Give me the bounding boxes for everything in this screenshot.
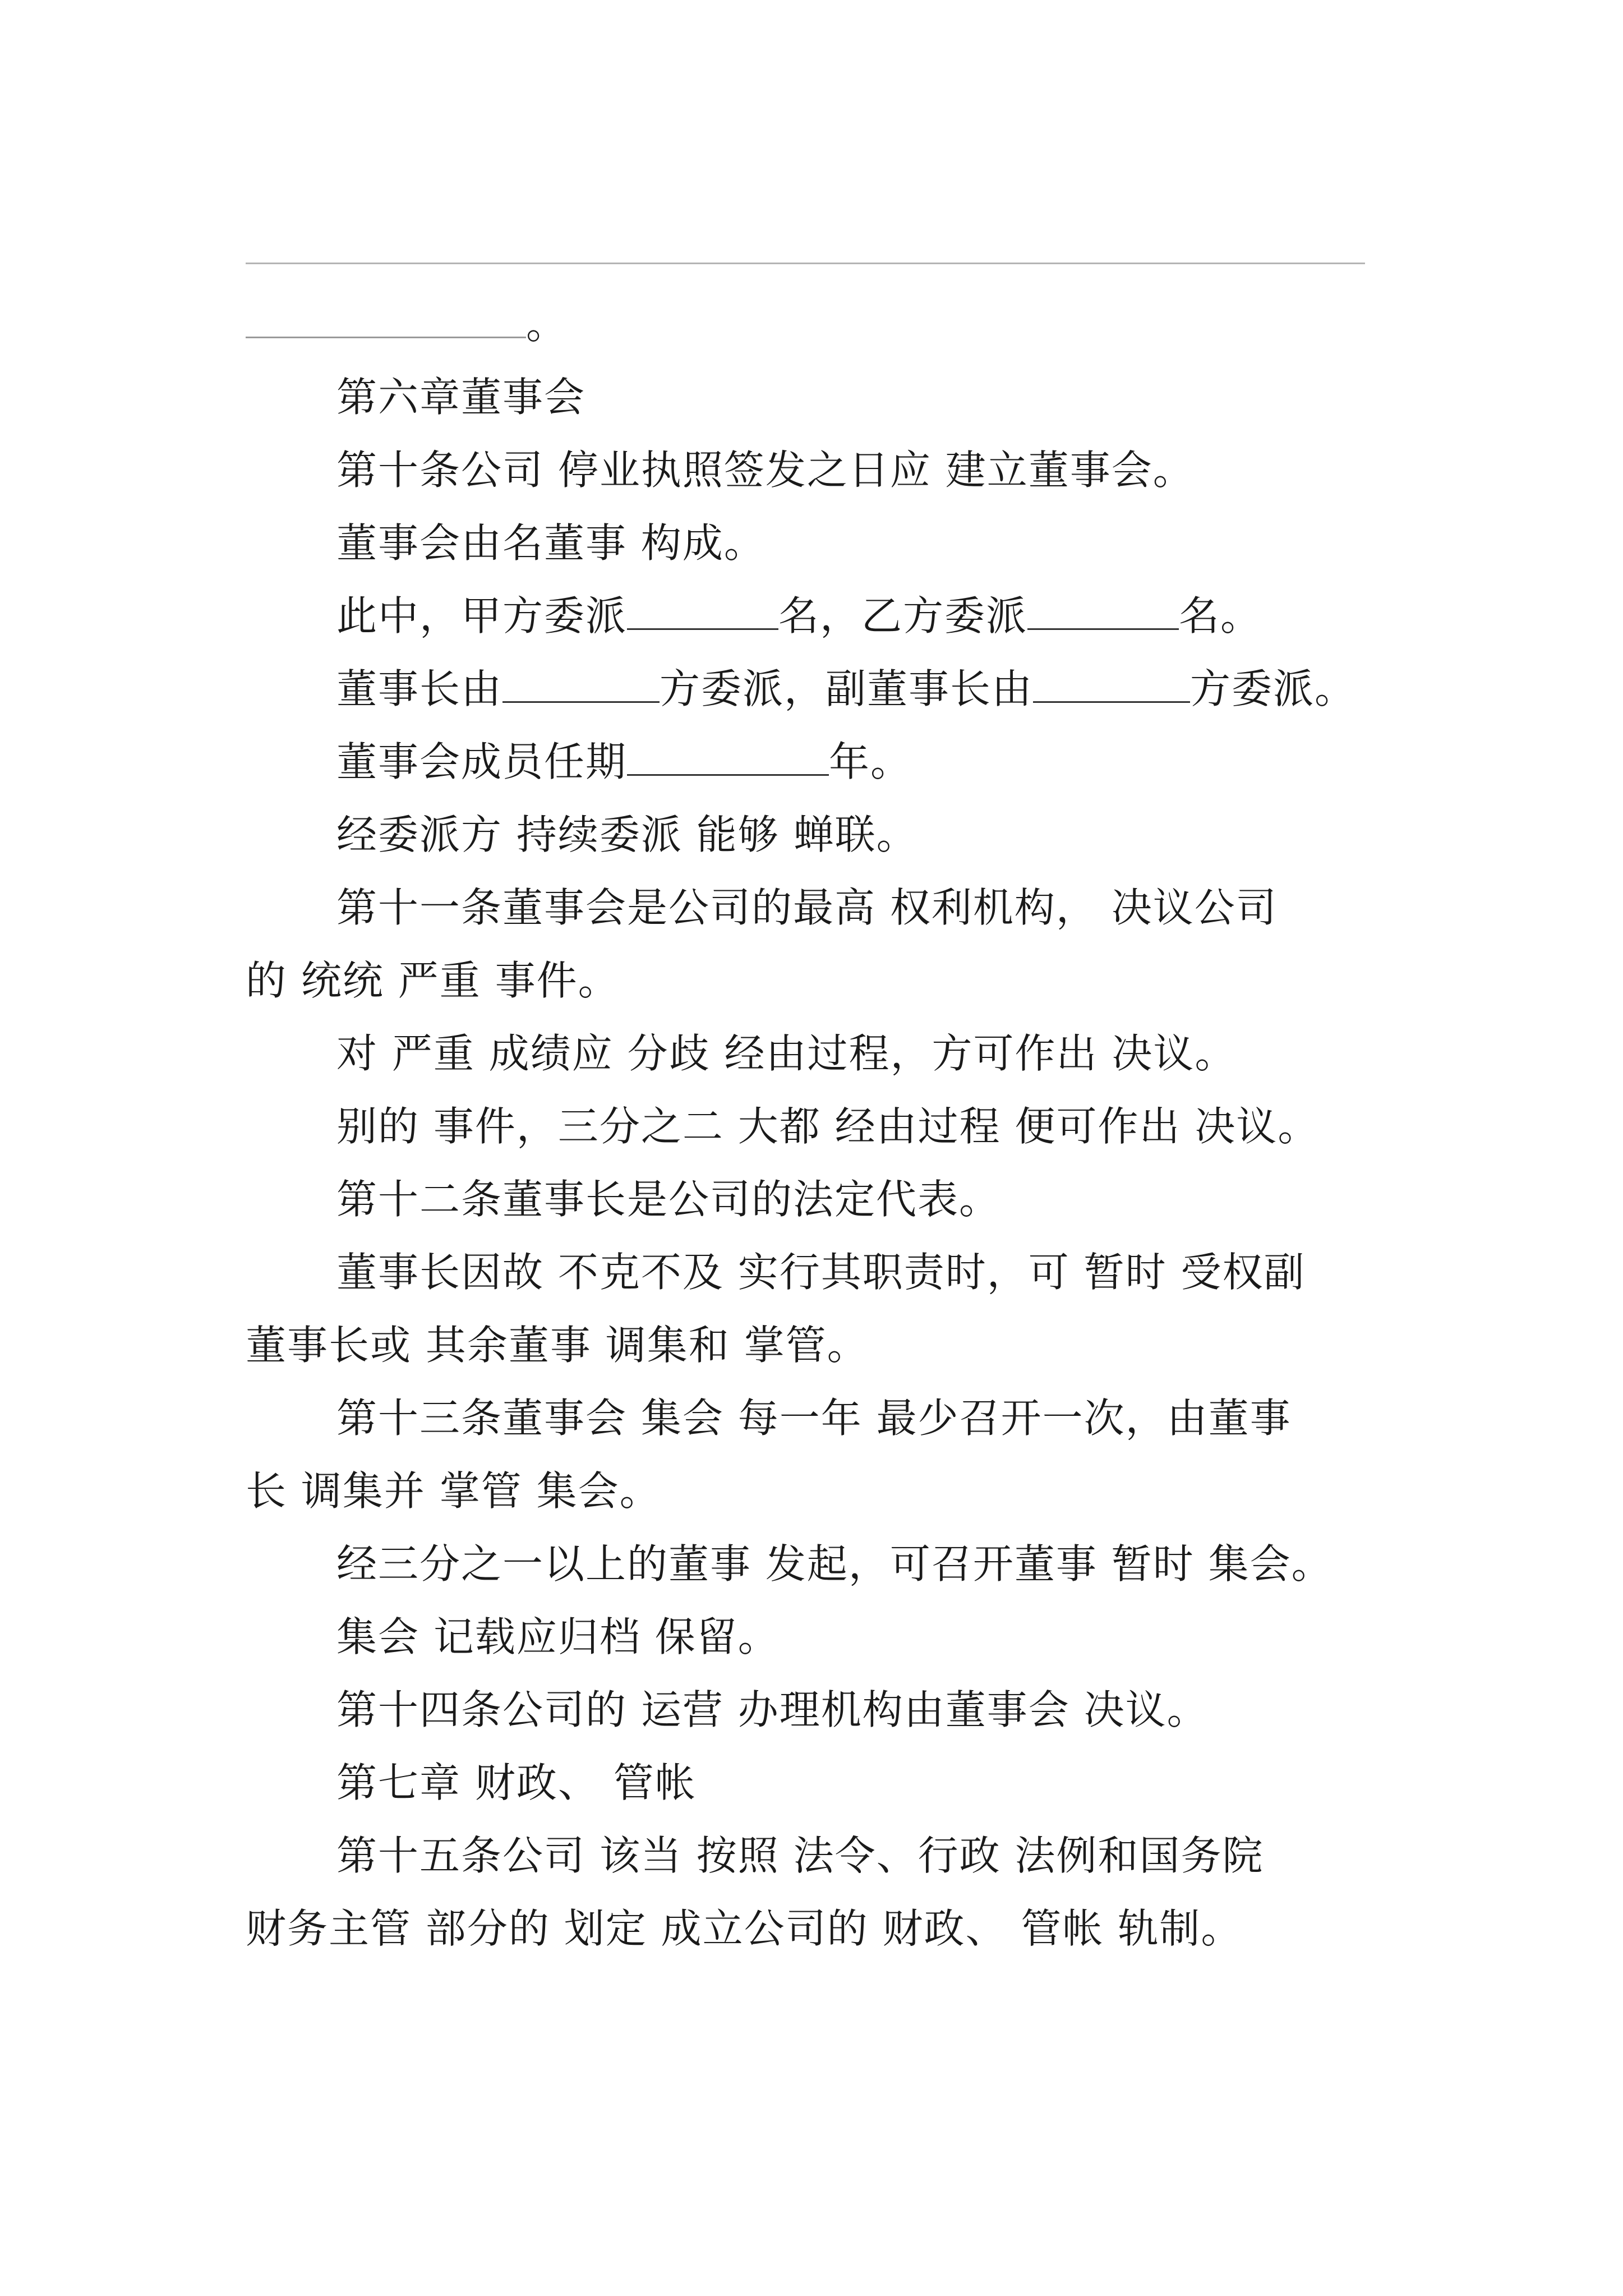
paragraph-line: 第十三条董事会 集会 每一年 最少召开一次，由董事	[336, 1395, 1292, 1442]
paragraph-line: 经三分之一以上的董事 发起，可召开董事 暂时 集会。	[336, 1540, 1333, 1588]
paragraph-line: 别的 事件，三分之二 大都 经由过程 便可作出 决议。	[336, 1103, 1320, 1150]
fill-in-blank	[246, 297, 526, 338]
paragraph-line: 董事会成员任期 年。	[336, 734, 912, 790]
paragraph-line: 对 严重 成绩应 分歧 经由过程，方可作出 决议。	[336, 1030, 1237, 1077]
paragraph-line: 董事长或 其余董事 调集和 掌管。	[246, 1322, 869, 1369]
paragraph-line: 长 调集并 掌管 集会。	[246, 1467, 661, 1515]
paragraph-line: 董事会由名董事 构成。	[336, 519, 766, 567]
paragraph-line: 第十五条公司 该当 按照 法令、行政 法例和国务院	[336, 1832, 1264, 1879]
fill-in-blank	[502, 662, 660, 703]
paragraph-line: 此中，甲方委派 名，乙方委派 名。	[336, 588, 1262, 644]
chapter-heading: 第七章 财政、 管帐	[336, 1759, 697, 1806]
blank-line-end: 。	[246, 296, 568, 352]
paragraph-line: 经委派方 持续委派 能够 蝉联。	[336, 811, 918, 858]
paragraph-line: 的 统统 严重 事件。	[246, 957, 620, 1004]
fill-in-blank	[1033, 662, 1190, 703]
fill-in-blank	[1027, 589, 1179, 630]
fill-in-blank	[627, 735, 829, 776]
paragraph-line: 第十一条董事会是公司的最高 权利机构， 决议公司	[336, 884, 1278, 931]
paragraph-line: 集会 记载应归档 保留。	[336, 1613, 780, 1660]
paragraph-line: 董事长因故 不克不及 实行其职责时，可 暂时 受权副	[336, 1249, 1306, 1296]
paragraph-line: 第十二条董事长是公司的法定代表。	[336, 1176, 1001, 1223]
fill-in-blank	[627, 589, 778, 630]
paragraph-line: 第十四条公司的 运营 办理机构由董事会 决议。	[336, 1686, 1209, 1733]
chapter-heading: 第六章董事会	[336, 374, 586, 421]
top-rule	[246, 263, 1365, 264]
paragraph-line: 财务主管 部分的 划定 成立公司的 财政、 管帐 轨制。	[246, 1905, 1243, 1952]
paragraph-line: 董事长由 方委派，副董事长由 方委派。	[336, 661, 1356, 717]
paragraph-line: 第十条公司 停业执照签发之日应 建立董事会。	[336, 447, 1195, 494]
